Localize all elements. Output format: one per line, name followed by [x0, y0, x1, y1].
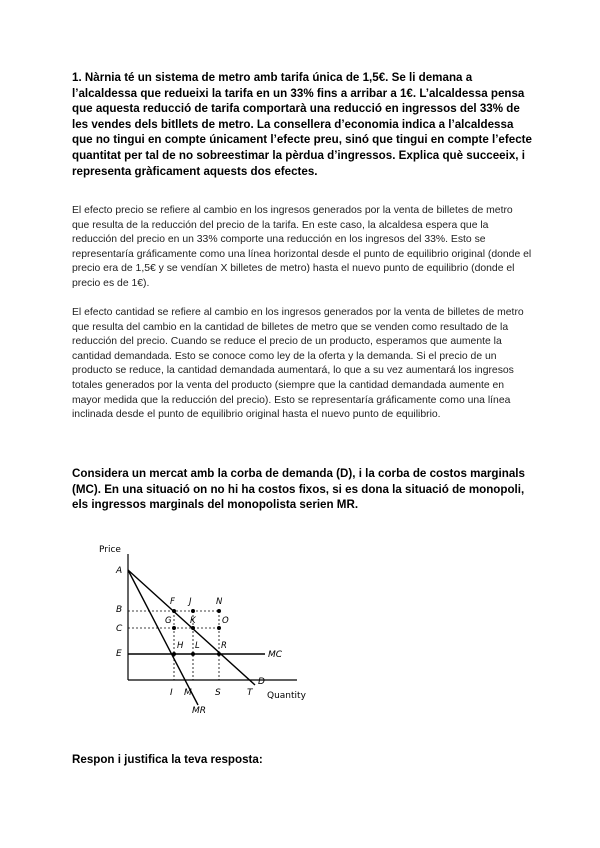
guide-lines	[128, 611, 219, 680]
mr-curve	[128, 570, 198, 705]
answer-price-effect: El efecto precio se refiere al cambio en los ingresos generados por la venta de billetes de metro que resulta de la reducción del precio de la tarifa. En este caso, la alcaldesa espera que la reducción del precio en un 33% comporte una reducción en los ingresos del 33%. Esto se representaría gráficamente como una línea horizontal desde el punto de equilibrio original (donde el precio era de 1,5€ y se vendían X billetes de metro) hasta el nuevo punto de equilibrio (donde el precio es de 1€).	[72, 205, 532, 289]
label-h: H	[177, 641, 184, 651]
point-l	[191, 652, 195, 656]
answer-quantity-effect: El efecto cantidad se refiere al cambio en los ingresos generados por la venta de billetes de metro que resulta del cambio en la cantidad de billetes de metro que se venden como resultado de la reducción del precio. Cuando se reduce el precio de un producto, esperamos que aumente la cantidad demandada. Esto se conoce como ley de la oferta y la demanda. Si el precio de un producto se reduce, la cantidad demandada aumentará, lo que a su vez aumentará los ingresos totales generados por la venta del producto (siempre que la cantidad demandada aumente en mayor medida que la reducción del precio). Esto se representaría gráficamente como una línea inclinada desde el punto de equilibrio original hasta el nuevo punto de equilibrio.	[72, 307, 524, 421]
tick-s: S	[215, 688, 221, 698]
point-j	[191, 609, 195, 613]
tick-m: M	[184, 688, 192, 698]
mc-label: MC	[268, 650, 283, 660]
label-j: J	[189, 597, 192, 607]
tick-a: A	[116, 566, 123, 576]
tick-c: C	[116, 624, 123, 634]
point-k	[191, 626, 195, 630]
tick-i: I	[170, 688, 173, 698]
point-g	[172, 626, 176, 630]
point-n	[217, 609, 221, 613]
y-axis-label: Price	[99, 545, 121, 555]
label-g: G	[165, 616, 172, 626]
point-f	[172, 609, 176, 613]
point-h	[172, 652, 176, 656]
x-axis-label: Quantity	[267, 691, 306, 701]
point-o	[217, 626, 221, 630]
question-1: 1. Nàrnia té un sistema de metro amb tarifa única de 1,5€. Se li demana a l’alcaldessa que redueixi la tarifa en un 33% fins a arribar a 1€. L’alcaldessa pensa que aquesta reducció de tarifa comportarà una reducció en ingressos del 33% de les vendes dels bitllets de metro. La consellera d’economia indica a l’alcaldessa que no tingui en compte únicament l’efecte preu, sinó que tingui en compte l’efecte quantitat per tal de no sobreestimar la pèrdua d’ingressos. Explica què succeeix, i representa gràficament aquests dos efectes.	[72, 71, 532, 178]
demand-label: D	[258, 677, 265, 687]
point-r	[217, 652, 221, 656]
label-k: K	[190, 616, 196, 626]
tick-e: E	[116, 649, 122, 659]
label-r: R	[221, 641, 227, 651]
prompt-respon: Respon i justifica la teva resposta:	[72, 753, 263, 766]
label-o: O	[222, 616, 229, 626]
label-n: N	[216, 597, 223, 607]
question-2: Considera un mercat amb la corba de demanda (D), i la corba de costos marginals (MC). En una situació on no hi ha costos fixos, si es dona la situació de monopoli, els ingressos marginals del monopolista serien MR.	[72, 467, 525, 512]
tick-t: T	[247, 688, 253, 698]
label-l: L	[195, 641, 200, 651]
mr-label: MR	[192, 706, 207, 715]
monopoly-graph	[95, 540, 320, 715]
label-f: F	[170, 597, 175, 607]
tick-b: B	[116, 605, 123, 615]
